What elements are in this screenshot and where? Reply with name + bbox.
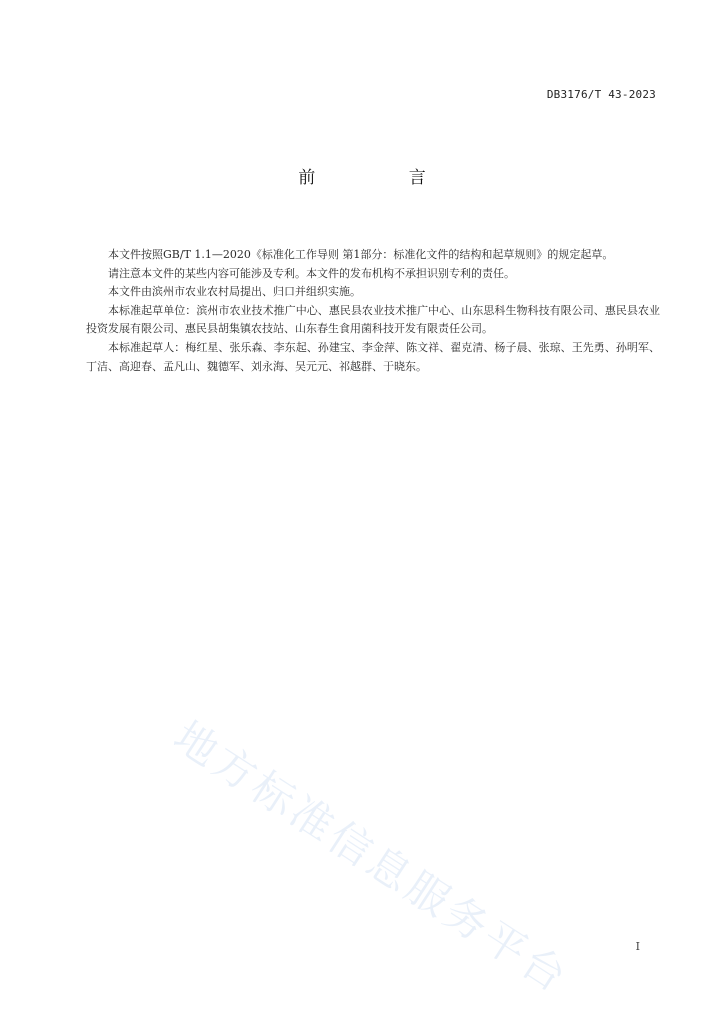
paragraph-proposer: 本文件由滨州市农业农村局提出、归口并组织实施。 — [108, 285, 361, 299]
paragraph-drafting-rules: 本文件按照GB/T 1.1—2020《标准化工作导则 第1部分：标准化文件的结构和起草规则》的规定起草。 — [108, 248, 614, 261]
paragraph-drafters: 本标准起草人：梅红星、张乐森、李东起、孙建宝、李金萍、陈文祥、翟克清、杨子晨、张琼、王先勇、孙明军、丁洁、高迎春、孟凡山、魏德军、刘永海、吴元元、祁越群、于晓东。 — [86, 340, 660, 373]
page-number: I — [635, 940, 640, 953]
foreword-body — [86, 246, 660, 376]
paragraph-patent-notice: 请注意本文件的某些内容可能涉及专利。本文件的发布机构不承担识别专利的责任。 — [108, 266, 515, 280]
page-title: 前 言 — [298, 168, 470, 188]
watermark: 地方标准信息服务平台 — [165, 711, 578, 1004]
paragraph-drafting-units: 本标准起草单位：滨州市农业技术推广中心、惠民县农业技术推广中心、山东思科生物科技有限公司、惠民县农业投资发展有限公司、惠民县胡集镇农技站、山东春生食用菌科技开发有限责任公司。 — [86, 303, 660, 336]
document-code: DB3176/T 43-2023 — [546, 88, 656, 101]
